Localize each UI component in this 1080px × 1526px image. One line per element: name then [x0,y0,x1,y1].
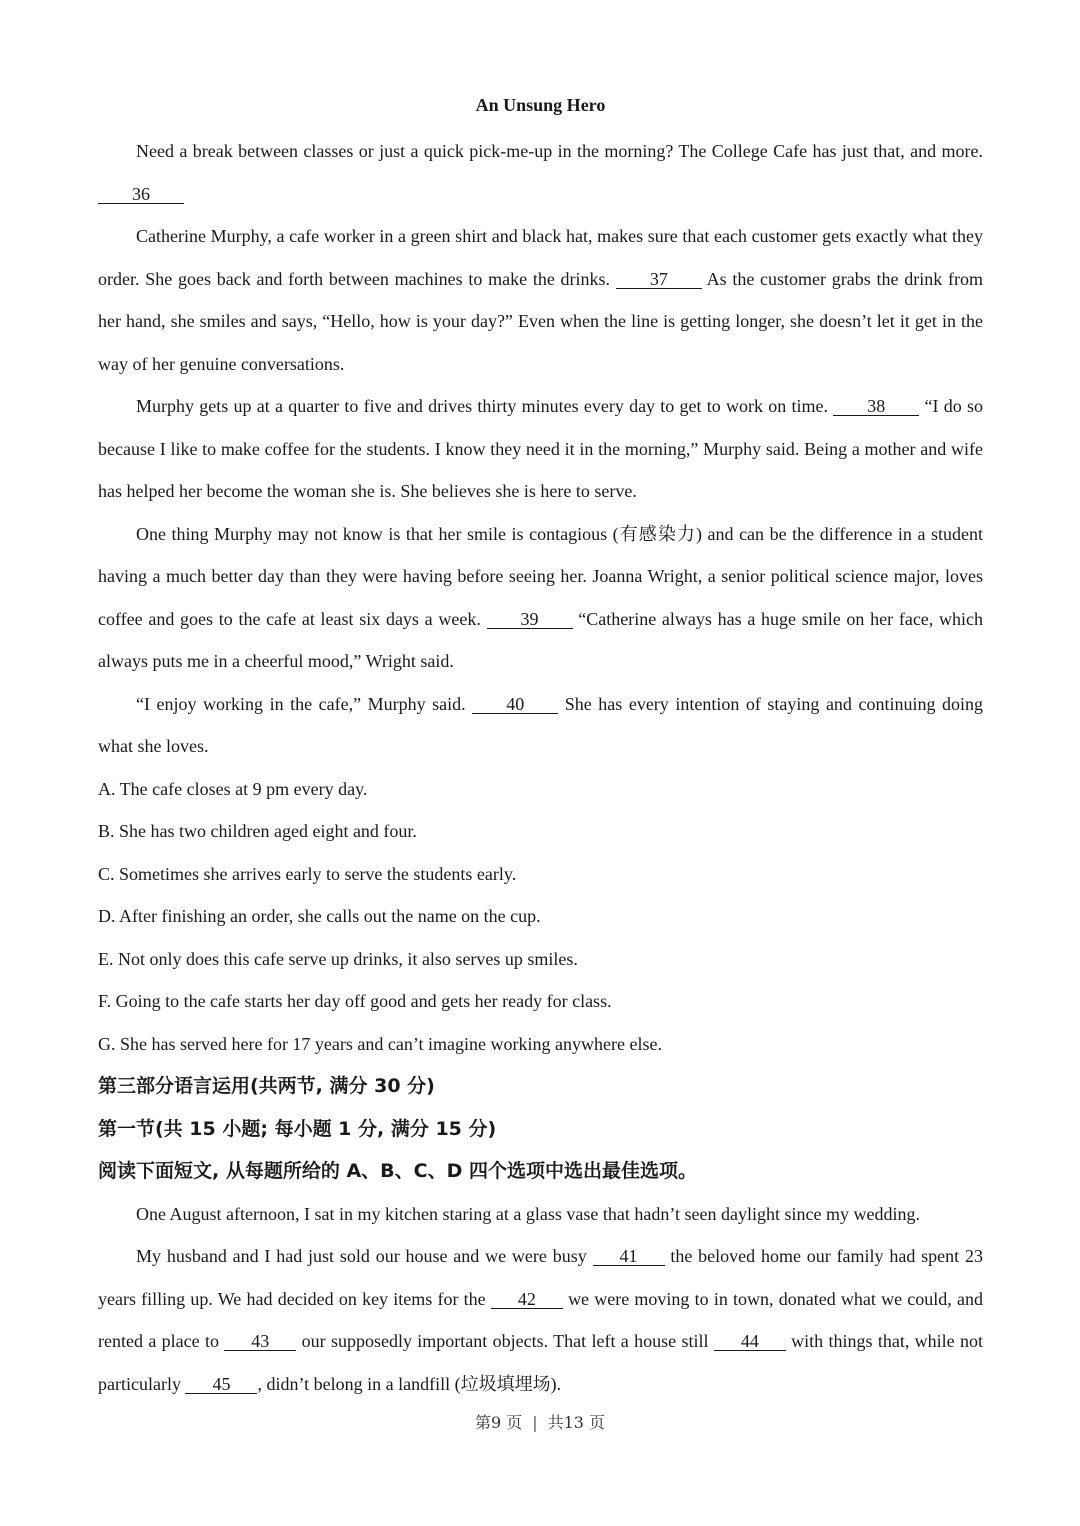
blank-39: 39 [487,610,573,629]
option-b: B. She has two children aged eight and four. [98,821,417,841]
blank-36: 36 [98,185,184,204]
section-heading-section1: 第一节(共 15 小题; 每小题 1 分, 满分 15 分) [98,1117,497,1140]
paragraph-2 [98,215,983,385]
text: with things that, while not particularly [98,1331,984,1394]
page-total: 共13 页 [547,1413,606,1432]
document-page [98,88,983,1405]
blank-38: 38 [833,397,919,416]
blank-41: 41 [593,1247,665,1266]
text: She has every intention of staying and continuing doing what she loves. [98,693,983,756]
blank-37: 37 [616,270,702,289]
passage2-paragraph-1: One August afternoon, I sat in my kitchen staring at a glass vase that hadn’t seen daylight since my wedding. [136,1203,920,1224]
text: My husband and I had just sold our house and we were busy [136,1246,593,1266]
text: we were moving to in town, donated what we could, and rented a place to [98,1288,983,1351]
text: “I do so because I like to make coffee for the students. I know they need it in the morning,” Murphy said. Being a mother and wife has helped her become the woman she is. She believes she is here to serve. [98,396,983,501]
text: Need a break between classes or just a quick pick-me-up in the morning? The College Cafe has just that, and more. [136,141,983,161]
option-a: A. The cafe closes at 9 pm every day. [98,778,368,799]
blank-44: 44 [714,1332,786,1351]
blank-42: 42 [491,1290,563,1309]
passage2-paragraph-2 [98,1235,983,1405]
paragraph-1 [98,130,983,215]
passage-title: An Unsung Hero [475,95,606,115]
paragraph-5 [98,683,983,768]
blank-45: 45 [185,1375,257,1394]
text: , didn’t belong in a landfill (垃圾填埋场). [257,1373,562,1394]
section-heading-part3: 第三部分语言运用(共两节, 满分 30 分) [98,1075,435,1097]
option-e: E. Not only does this cafe serve up drinks, it also serves up smiles. [98,948,578,969]
option-f: F. Going to the cafe starts her day off good and gets her ready for class. [98,991,612,1011]
footer-separator: | [532,1413,538,1432]
blank-40: 40 [472,695,558,714]
text: Murphy gets up at a quarter to five and drives thirty minutes every day to get to work on time. [136,396,834,416]
option-d: D. After finishing an order, she calls out the name on the cup. [98,906,541,926]
text: “Catherine always has a huge smile on her face, which always puts me in a cheerful mood,” Wright said. [98,608,983,671]
text: Catherine Murphy, a cafe worker in a green shirt and black hat, makes sure that each customer gets exactly what they order. She goes back and forth between machines to make the drinks. [98,226,983,289]
option-g: G. She has served here for 17 years and can’t imagine working anywhere else. [98,1033,662,1054]
option-c: C. Sometimes she arrives early to serve the students early. [98,863,517,884]
text: our supposedly important objects. That left a house still [296,1331,714,1351]
paragraph-4 [98,513,983,683]
section-instruction: 阅读下面短文, 从每题所给的 A、B、C、D 四个选项中选出最佳选项。 [98,1160,697,1182]
blank-43: 43 [224,1332,296,1351]
text: the beloved home our family had spent 23 years filling up. We had decided on key items for the [98,1246,983,1309]
page-footer [0,1410,1080,1433]
page-number: 第9 页 [474,1413,523,1432]
text: “I enjoy working in the cafe,” Murphy said. [136,693,473,714]
text: One thing Murphy may not know is that her smile is contagious (有感染力) and can be the difference in a student having a much better day than they were having before seeing her. Joanna Wright, a senior political science major, loves coffee and goes to the cafe at least six days a week. [98,523,983,629]
paragraph-3 [98,385,983,513]
text: As the customer grabs the drink from her hand, she smiles and says, “Hello, how is your day?” Even when the line is getting longer, she doesn’t let it get in the way of her genuine conversations. [98,268,983,374]
